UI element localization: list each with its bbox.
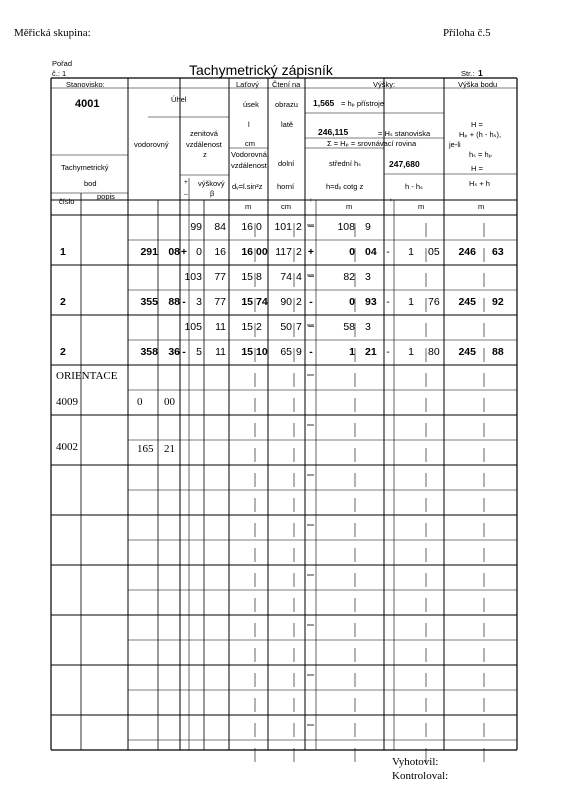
made-by-label: Vyhotovil: [392, 756, 439, 768]
middle-reading-header: střední hₛ [329, 159, 361, 168]
vertical-sign: - [182, 346, 186, 358]
vertical-sign: + [180, 246, 188, 258]
height-eq-1: H = [471, 120, 483, 129]
unit-height-m: m [478, 202, 485, 211]
height-b: 21 [365, 346, 377, 358]
image-header: obrazu [275, 100, 298, 109]
vertical-angle-header-2: β [210, 189, 215, 198]
orientation-angle-2-min: 21 [164, 443, 175, 455]
staff-section-header: úsek [243, 100, 259, 109]
unit-h-m: m [346, 202, 353, 211]
angle-header: Úhel [171, 95, 187, 104]
point-height-b: 92 [492, 296, 504, 308]
zenith-minutes: 11 [215, 321, 226, 333]
vertical-sign: - [182, 296, 186, 308]
orientation-angle-1-deg: 0 [137, 396, 143, 408]
height-eq-2: H = [471, 164, 483, 173]
if-label: je-li [449, 140, 461, 149]
checked-by-label: Kontroloval: [392, 770, 449, 782]
diff-a: 1 [408, 296, 414, 308]
point-height-a: 246 [458, 246, 476, 258]
zenith-header-2: vzdálenost [186, 140, 222, 149]
middle-sign: – [308, 270, 314, 282]
height-diff-header: h - hₛ [405, 182, 423, 191]
lower-reading-header: dolní [278, 159, 295, 168]
point-height-b: 63 [492, 246, 504, 258]
unit-plus-2: + [389, 197, 393, 204]
point-number: 2 [60, 346, 66, 358]
vertical-minutes: 77 [214, 296, 226, 308]
zenith-minutes: 84 [214, 221, 226, 233]
hs-hp-label: hₛ = hₚ [469, 150, 492, 159]
horizontal-angle-header: vodorovný [134, 140, 169, 149]
distance-a: 16 [241, 246, 253, 258]
lower-reading-b: 2 [296, 221, 302, 233]
vertical-minutes: 11 [215, 346, 226, 358]
horizontal-degrees: 291 [140, 246, 158, 258]
horizontal-minutes: 08 [168, 246, 180, 258]
horizontal-degrees: 355 [140, 296, 158, 308]
diff-sign: - [386, 346, 390, 358]
distance-b: 10 [256, 346, 268, 358]
point-height-b: 88 [492, 346, 504, 358]
height-formula: h=dᵥ cotg z [326, 182, 364, 191]
middle-reading-a: 58 [343, 321, 355, 333]
point-header: bod [84, 179, 97, 188]
heights-header: Výšky: [373, 80, 396, 89]
staff-section-a: 16 [241, 221, 253, 233]
point-height-a: 245 [458, 346, 476, 358]
lower-reading-b: 4 [296, 271, 302, 283]
unit-horni-cm: cm [281, 202, 291, 211]
middle-reading-b: 9 [365, 221, 371, 233]
height-a: 0 [349, 296, 355, 308]
group-label: Měřická skupina: [14, 27, 91, 39]
staff-section-b: 8 [256, 271, 262, 283]
height-a: 0 [349, 246, 355, 258]
orientation-point-1: 4009 [56, 396, 78, 408]
zenith-header-1: zenitová [190, 129, 218, 138]
station-number: 4001 [75, 98, 100, 110]
upper-reading-b: 2 [296, 246, 302, 258]
height-sign: - [309, 296, 313, 308]
staff-reading-header: latě [281, 120, 294, 129]
middle-sign: – [308, 220, 314, 232]
tachymetric-header: Tachymetrický [61, 163, 109, 172]
height-b: 04 [365, 246, 377, 258]
height-formula-2: Hₚ + (h - hₛ), [459, 130, 502, 139]
staff-section-b: 0 [256, 221, 262, 233]
orientation-angle-1-min: 00 [164, 396, 175, 408]
distance-b: 00 [256, 246, 268, 258]
upper-reading-header: horní [277, 182, 295, 191]
vertical-degrees: 0 [196, 246, 202, 258]
middle-reading-b: 3 [365, 321, 371, 333]
point-height-header: Výška bodu [458, 80, 498, 89]
distance-header: vzdálenost [231, 161, 267, 170]
vertical-degrees: 3 [196, 296, 202, 308]
height-sign: - [309, 346, 313, 358]
vertical-angle-header-1: výškový [198, 179, 225, 188]
diff-a: 1 [408, 346, 414, 358]
lower-reading-a: 101 [274, 221, 292, 233]
form-title: Tachymetrický zápisník [189, 62, 333, 78]
page-number: 1 [478, 68, 483, 78]
distance-a: 15 [241, 346, 253, 358]
order-number: č.: 1 [52, 69, 67, 78]
staff-section-a: 15 [241, 321, 253, 333]
middle-reading-b: 3 [365, 271, 371, 283]
appendix-label: Příloha č.5 [443, 27, 491, 39]
middle-reading-a: 108 [337, 221, 355, 233]
distance-a: 15 [241, 296, 253, 308]
zenith-header-3: z [203, 150, 207, 159]
description-header: popis [97, 192, 115, 201]
diff-sign: - [386, 246, 390, 258]
zenith-degrees: 99 [190, 221, 202, 233]
middle-sign: – [308, 320, 314, 332]
upper-reading-a: 90 [280, 296, 292, 308]
horizontal-minutes: 88 [168, 296, 180, 308]
zenith-minutes: 77 [214, 271, 226, 283]
diff-sign: - [386, 296, 390, 308]
point-number: 1 [60, 246, 66, 258]
diff-b: 05 [428, 246, 440, 258]
vertical-minutes: 16 [214, 246, 226, 258]
upper-reading-a: 65 [280, 346, 292, 358]
vertical-degrees: 5 [196, 346, 202, 358]
station-height-label: = Hₛ stanoviska [378, 129, 431, 138]
diff-b: 80 [428, 346, 440, 358]
upper-reading-b: 9 [296, 346, 302, 358]
staff-l-header: l [248, 120, 250, 129]
unit-plus-1: + [309, 197, 313, 204]
station-label: Stanovisko: [66, 80, 105, 89]
plus-sign: + [184, 179, 188, 186]
order-label: Pořad [52, 59, 73, 68]
zenith-degrees: 105 [184, 321, 202, 333]
reading-header: Čtení na [272, 80, 301, 89]
orientation-angle-2-deg: 165 [137, 443, 154, 455]
lower-reading-b: 7 [296, 321, 302, 333]
page-label: Str.: [461, 69, 475, 78]
zenith-degrees: 103 [184, 271, 202, 283]
staff-cm-header: cm [245, 139, 255, 148]
diff-a: 1 [408, 246, 414, 258]
horizontal-degrees: 358 [140, 346, 158, 358]
orientation-label: ORIENTACE [56, 370, 118, 382]
lower-reading-a: 50 [280, 321, 292, 333]
staff-section-b: 2 [256, 321, 262, 333]
height-sign: + [307, 246, 315, 258]
unit-diff-m: m [418, 202, 425, 211]
height-b: 93 [365, 296, 377, 308]
minus-sign: – [184, 191, 188, 198]
staff-section-a: 15 [241, 271, 253, 283]
horizontal-minutes: 36 [168, 346, 180, 358]
reference-plane-value: 247,680 [389, 159, 420, 169]
unit-dv-m: m [245, 202, 252, 211]
instrument-height-value: 1,565 [313, 98, 335, 108]
upper-reading-a: 117 [275, 246, 292, 258]
distance-formula: dᵥ=l.sin²z [232, 182, 263, 191]
middle-reading-a: 82 [343, 271, 355, 283]
orientation-point-2: 4002 [56, 441, 78, 453]
point-number: 2 [60, 296, 66, 308]
height-a: 1 [349, 346, 355, 358]
lower-reading-a: 74 [280, 271, 292, 283]
staff-header: Laťový [236, 80, 259, 89]
horizontal-distance-header: Vodorovná [231, 150, 267, 159]
distance-b: 74 [256, 296, 268, 308]
station-height-value: 246,115 [318, 127, 349, 137]
upper-reading-b: 2 [296, 296, 302, 308]
number-header: číslo [59, 197, 75, 206]
instrument-height-label: = hₚ přístroje [341, 99, 385, 108]
reference-plane-label: Σ = Hₚ = srovnávací rovina [327, 139, 417, 148]
point-height-a: 245 [458, 296, 476, 308]
hs-plus-h-label: Hₛ + h [469, 179, 490, 188]
diff-b: 76 [428, 296, 440, 308]
